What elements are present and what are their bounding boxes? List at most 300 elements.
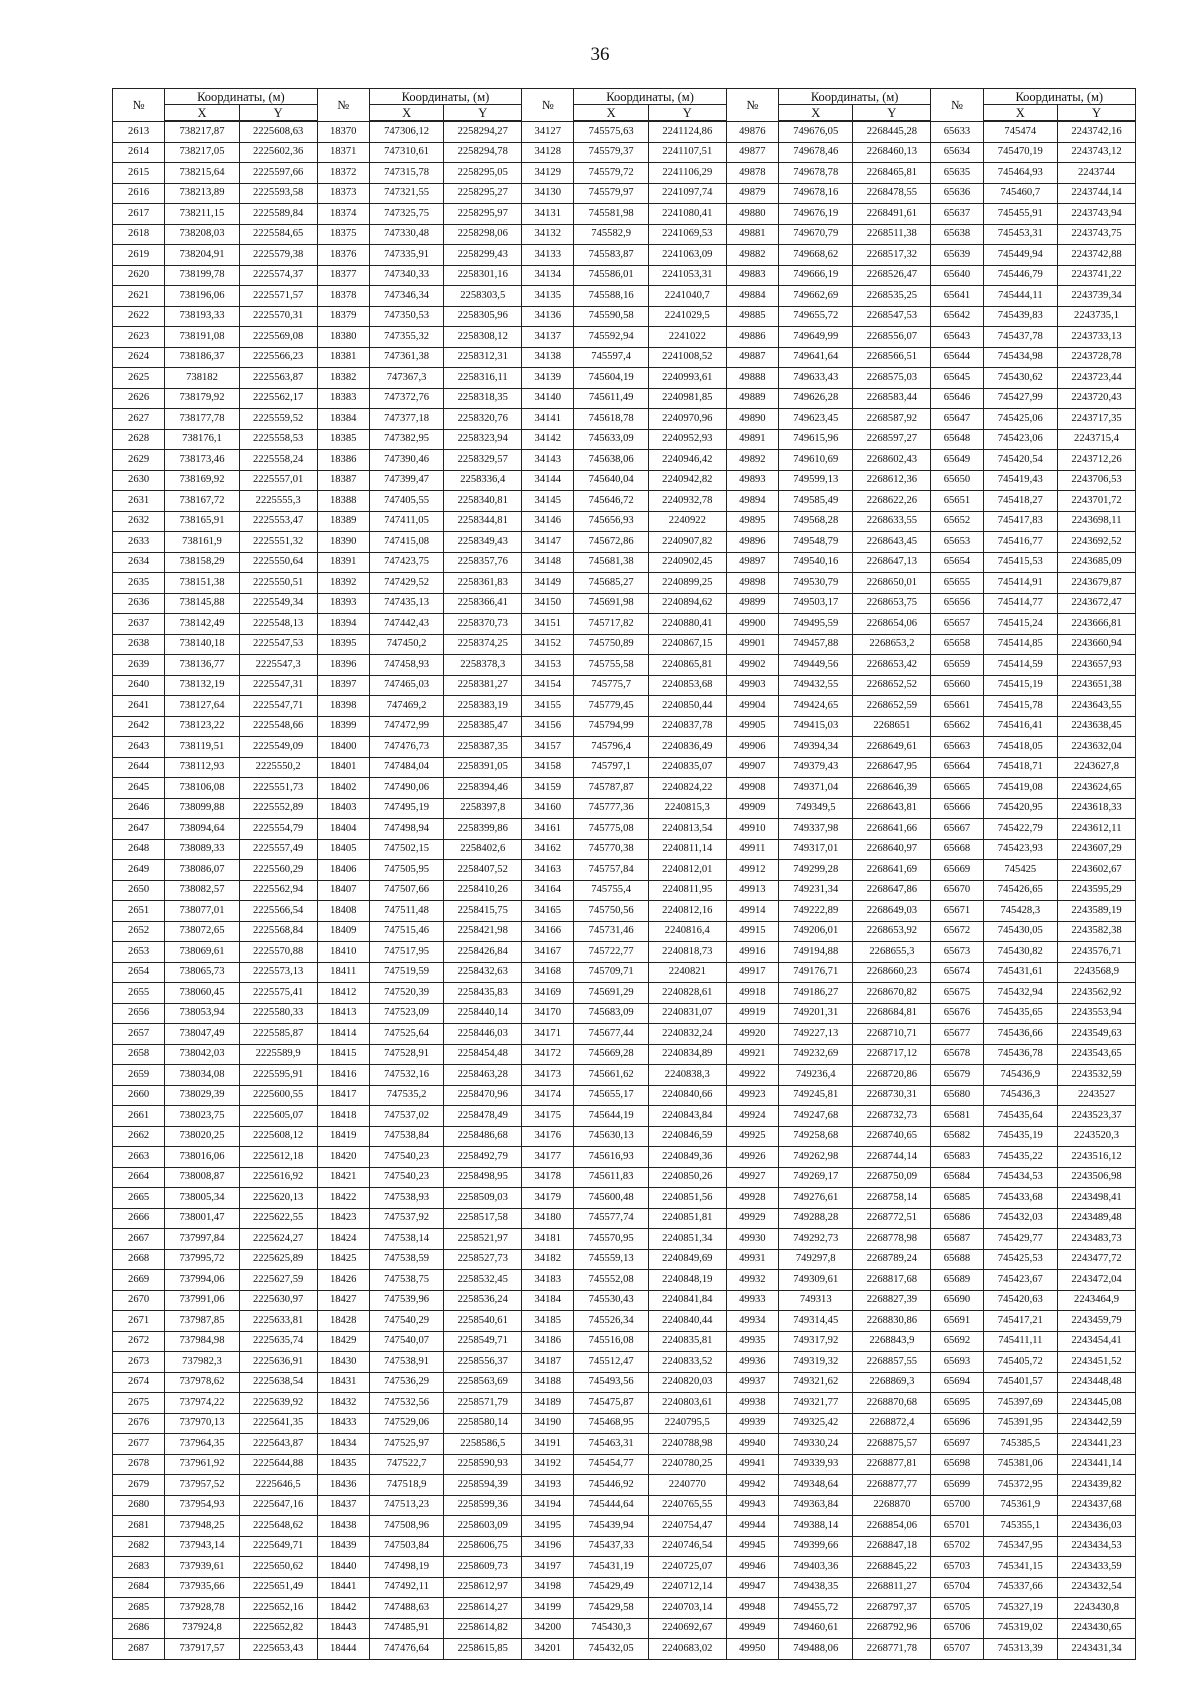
coordinate-y: 2240970,96	[648, 409, 726, 430]
coordinate-x: 738099,88	[165, 798, 240, 819]
point-number: 18433	[317, 1413, 369, 1434]
coordinate-y: 2240712,14	[648, 1577, 726, 1598]
coordinate-x: 747538,75	[369, 1270, 444, 1291]
coordinate-y: 2268660,23	[853, 962, 931, 983]
coordinate-x: 737917,57	[165, 1639, 240, 1660]
table-row	[113, 1495, 1136, 1516]
coordinate-y: 2268641,66	[853, 819, 931, 840]
coordinate-y: 2225570,88	[239, 942, 317, 963]
table-row	[113, 1249, 1136, 1270]
coordinate-x: 745435,22	[983, 1147, 1058, 1168]
coordinate-y: 2225652,16	[239, 1598, 317, 1619]
coordinate-y: 2225548,66	[239, 716, 317, 737]
coordinate-y: 2268445,28	[853, 121, 931, 142]
coordinate-y: 2240831,07	[648, 1003, 726, 1024]
coordinate-x: 745422,79	[983, 819, 1058, 840]
point-number: 49890	[726, 409, 778, 430]
table-row	[113, 224, 1136, 245]
point-number: 2641	[113, 696, 165, 717]
coordinate-y: 2258370,73	[444, 614, 522, 635]
coordinate-y: 2268647,86	[853, 880, 931, 901]
coordinate-y: 2240821	[648, 962, 726, 983]
coordinate-y: 2268684,81	[853, 1003, 931, 1024]
coordinate-y: 2258303,5	[444, 286, 522, 307]
point-number: 18388	[317, 491, 369, 512]
point-number: 34182	[522, 1249, 574, 1270]
coordinate-y: 2243516,12	[1058, 1147, 1136, 1168]
table-row	[113, 573, 1136, 594]
table-row	[113, 1229, 1136, 1250]
table-row	[113, 1536, 1136, 1557]
coordinate-y: 2243562,92	[1058, 983, 1136, 1004]
coordinate-x: 747315,78	[369, 163, 444, 184]
coordinate-y: 2268478,55	[853, 183, 931, 204]
table-row	[113, 286, 1136, 307]
coordinate-y: 2268460,13	[853, 142, 931, 163]
point-number: 65665	[931, 778, 983, 799]
point-number: 18411	[317, 962, 369, 983]
point-number: 49913	[726, 880, 778, 901]
coordinate-y: 2258399,86	[444, 819, 522, 840]
coordinate-x: 747485,91	[369, 1618, 444, 1639]
coordinate-y: 2268643,81	[853, 798, 931, 819]
coordinate-x: 749379,43	[778, 757, 853, 778]
coordinate-x: 745425,53	[983, 1249, 1058, 1270]
coordinate-y: 2225597,66	[239, 163, 317, 184]
coordinate-y: 2268587,92	[853, 409, 931, 430]
coordinate-y: 2268651	[853, 716, 931, 737]
coordinate-y: 2240942,82	[648, 470, 726, 491]
coordinate-x: 738176,1	[165, 429, 240, 450]
coordinate-y: 2258323,94	[444, 429, 522, 450]
coordinate-y: 2258361,83	[444, 573, 522, 594]
coordinate-x: 749610,69	[778, 450, 853, 471]
coordinate-y: 2268875,57	[853, 1434, 931, 1455]
coordinate-y: 2241022	[648, 327, 726, 348]
coordinate-x: 747503,84	[369, 1536, 444, 1557]
point-number: 34200	[522, 1618, 574, 1639]
coordinate-x: 737943,14	[165, 1536, 240, 1557]
coordinate-x: 745418,71	[983, 757, 1058, 778]
coordinate-x: 747340,33	[369, 265, 444, 286]
coordinate-x: 745530,43	[574, 1290, 649, 1311]
coordinate-y: 2268817,68	[853, 1270, 931, 1291]
point-number: 65663	[931, 737, 983, 758]
coordinate-x: 747523,09	[369, 1003, 444, 1024]
coordinate-y: 2225558,24	[239, 450, 317, 471]
point-number: 34178	[522, 1167, 574, 1188]
coordinate-x: 745775,08	[574, 819, 649, 840]
coordinate-x: 747538,84	[369, 1126, 444, 1147]
point-number: 49946	[726, 1557, 778, 1578]
coordinate-y: 2225612,18	[239, 1147, 317, 1168]
coordinate-y: 2243459,79	[1058, 1311, 1136, 1332]
coordinate-y: 2268670,82	[853, 983, 931, 1004]
point-number: 2682	[113, 1536, 165, 1557]
coordinate-y: 2243666,81	[1058, 614, 1136, 635]
coordinate-y: 2243660,94	[1058, 634, 1136, 655]
header-coordinates: Координаты, (м)	[165, 89, 317, 105]
coordinate-y: 2268720,86	[853, 1065, 931, 1086]
coordinate-y: 2268654,06	[853, 614, 931, 635]
table-row	[113, 1434, 1136, 1455]
table-row	[113, 716, 1136, 737]
coordinate-y: 2225646,5	[239, 1475, 317, 1496]
coordinate-y: 2240816,4	[648, 921, 726, 942]
point-number: 18440	[317, 1557, 369, 1578]
coordinate-x: 745430,05	[983, 921, 1058, 942]
coordinate-y: 2240788,98	[648, 1434, 726, 1455]
coordinate-y: 2225550,51	[239, 573, 317, 594]
coordinate-x: 745414,77	[983, 593, 1058, 614]
point-number: 34127	[522, 121, 574, 142]
coordinate-x: 745464,93	[983, 163, 1058, 184]
coordinate-x: 745439,83	[983, 306, 1058, 327]
coordinate-x: 749585,49	[778, 491, 853, 512]
coordinate-x: 745559,13	[574, 1249, 649, 1270]
coordinate-y: 2268744,14	[853, 1147, 931, 1168]
table-row	[113, 368, 1136, 389]
point-number: 18423	[317, 1208, 369, 1229]
point-number: 65645	[931, 368, 983, 389]
point-number: 49889	[726, 388, 778, 409]
point-number: 2619	[113, 245, 165, 266]
coordinate-x: 737954,93	[165, 1495, 240, 1516]
point-number: 49883	[726, 265, 778, 286]
coordinate-y: 2243706,53	[1058, 470, 1136, 491]
coordinate-x: 745420,95	[983, 798, 1058, 819]
point-number: 34192	[522, 1454, 574, 1475]
point-number: 65675	[931, 983, 983, 1004]
table-row	[113, 962, 1136, 983]
coordinate-x: 737991,06	[165, 1290, 240, 1311]
point-number: 65701	[931, 1516, 983, 1537]
coordinate-x: 747495,19	[369, 798, 444, 819]
point-number: 18372	[317, 163, 369, 184]
coordinate-y: 2258446,03	[444, 1024, 522, 1045]
point-number: 18420	[317, 1147, 369, 1168]
coordinate-y: 2240834,89	[648, 1044, 726, 1065]
coordinate-y: 2243595,29	[1058, 880, 1136, 901]
coordinate-y: 2258318,35	[444, 388, 522, 409]
point-number: 34155	[522, 696, 574, 717]
point-number: 2627	[113, 409, 165, 430]
point-number: 49900	[726, 614, 778, 635]
point-number: 18416	[317, 1065, 369, 1086]
point-number: 65691	[931, 1311, 983, 1332]
coordinate-y: 2225555,3	[239, 491, 317, 512]
point-number: 65646	[931, 388, 983, 409]
coordinate-x: 749676,19	[778, 204, 853, 225]
point-number: 34168	[522, 962, 574, 983]
table-row	[113, 655, 1136, 676]
point-number: 18394	[317, 614, 369, 635]
point-number: 2652	[113, 921, 165, 942]
coordinate-y: 2243685,09	[1058, 552, 1136, 573]
point-number: 18402	[317, 778, 369, 799]
table-row	[113, 860, 1136, 881]
table-row	[113, 1126, 1136, 1147]
coordinate-x: 745432,03	[983, 1208, 1058, 1229]
coordinate-x: 749633,43	[778, 368, 853, 389]
coordinate-y: 2225557,01	[239, 470, 317, 491]
point-number: 65683	[931, 1147, 983, 1168]
point-number: 34170	[522, 1003, 574, 1024]
point-number: 49909	[726, 798, 778, 819]
coordinate-x: 745415,19	[983, 675, 1058, 696]
coordinate-y: 2225559,52	[239, 409, 317, 430]
coordinate-x: 749245,81	[778, 1085, 853, 1106]
coordinate-x: 738086,07	[165, 860, 240, 881]
point-number: 2650	[113, 880, 165, 901]
coordinate-y: 2268583,44	[853, 388, 931, 409]
table-body	[113, 121, 1136, 1659]
coordinate-x: 749330,24	[778, 1434, 853, 1455]
header-y: Y	[239, 105, 317, 122]
coordinate-x: 745681,38	[574, 552, 649, 573]
point-number: 18439	[317, 1536, 369, 1557]
point-number: 34181	[522, 1229, 574, 1250]
coordinate-x: 745633,09	[574, 429, 649, 450]
coordinate-x: 745420,63	[983, 1290, 1058, 1311]
point-number: 18430	[317, 1352, 369, 1373]
coordinate-y: 2225636,91	[239, 1352, 317, 1373]
coordinate-x: 747330,48	[369, 224, 444, 245]
coordinate-x: 749258,68	[778, 1126, 853, 1147]
coordinate-x: 749676,05	[778, 121, 853, 142]
coordinate-y: 2243441,23	[1058, 1434, 1136, 1455]
coordinate-x: 745417,21	[983, 1311, 1058, 1332]
coordinate-y: 2258603,09	[444, 1516, 522, 1537]
coordinate-y: 2258344,81	[444, 511, 522, 532]
coordinate-x: 747490,06	[369, 778, 444, 799]
coordinate-y: 2240812,01	[648, 860, 726, 881]
coordinate-y: 2225652,82	[239, 1618, 317, 1639]
point-number: 65654	[931, 552, 983, 573]
coordinate-x: 745313,39	[983, 1639, 1058, 1660]
coordinate-y: 2258421,98	[444, 921, 522, 942]
table-row	[113, 388, 1136, 409]
coordinate-y: 2225641,35	[239, 1413, 317, 1434]
point-number: 2673	[113, 1352, 165, 1373]
coordinate-y: 2243520,3	[1058, 1126, 1136, 1147]
point-number: 2634	[113, 552, 165, 573]
coordinate-y: 2225649,71	[239, 1536, 317, 1557]
point-number: 18418	[317, 1106, 369, 1127]
table-row	[113, 1147, 1136, 1168]
coordinate-x: 745414,59	[983, 655, 1058, 676]
coordinate-y: 2268750,09	[853, 1167, 931, 1188]
point-number: 49922	[726, 1065, 778, 1086]
coordinate-x: 745709,71	[574, 962, 649, 983]
coordinate-x: 745425	[983, 860, 1058, 881]
coordinate-x: 749348,64	[778, 1475, 853, 1496]
point-number: 18422	[317, 1188, 369, 1209]
point-number: 49903	[726, 675, 778, 696]
coordinate-y: 2258498,95	[444, 1167, 522, 1188]
coordinate-x: 738072,65	[165, 921, 240, 942]
coordinate-x: 745646,72	[574, 491, 649, 512]
coordinate-x: 738065,73	[165, 962, 240, 983]
coordinate-x: 745418,05	[983, 737, 1058, 758]
table-row	[113, 634, 1136, 655]
point-number: 49933	[726, 1290, 778, 1311]
point-number: 34159	[522, 778, 574, 799]
coordinate-x: 749455,72	[778, 1598, 853, 1619]
point-number: 49938	[726, 1393, 778, 1414]
coordinate-y: 2243698,11	[1058, 511, 1136, 532]
coordinate-x: 747540,07	[369, 1331, 444, 1352]
coordinate-y: 2258478,49	[444, 1106, 522, 1127]
coordinate-y: 2243632,04	[1058, 737, 1136, 758]
point-number: 2666	[113, 1208, 165, 1229]
coordinate-x: 745385,5	[983, 1434, 1058, 1455]
point-number: 49884	[726, 286, 778, 307]
coordinate-y: 2258435,83	[444, 983, 522, 1004]
table-row	[113, 1044, 1136, 1065]
coordinate-x: 749319,32	[778, 1352, 853, 1373]
point-number: 18412	[317, 983, 369, 1004]
coordinate-y: 2268652,52	[853, 675, 931, 696]
coordinate-x: 745777,36	[574, 798, 649, 819]
coordinate-y: 2243589,19	[1058, 901, 1136, 922]
coordinate-x: 747522,7	[369, 1454, 444, 1475]
point-number: 49937	[726, 1372, 778, 1393]
coordinate-x: 738023,75	[165, 1106, 240, 1127]
point-number: 65649	[931, 450, 983, 471]
coordinate-x: 737995,72	[165, 1249, 240, 1270]
coordinate-y: 2240849,36	[648, 1147, 726, 1168]
coordinate-x: 747513,23	[369, 1495, 444, 1516]
point-number: 2615	[113, 163, 165, 184]
point-number: 34146	[522, 511, 574, 532]
coordinate-x: 738094,64	[165, 819, 240, 840]
coordinate-y: 2225630,97	[239, 1290, 317, 1311]
coordinate-x: 749649,99	[778, 327, 853, 348]
coordinate-y: 2268877,77	[853, 1475, 931, 1496]
coordinate-y: 2225608,12	[239, 1126, 317, 1147]
coordinate-x: 737987,85	[165, 1311, 240, 1332]
coordinate-x: 749403,36	[778, 1557, 853, 1578]
coordinate-x: 745731,46	[574, 921, 649, 942]
coordinate-y: 2225608,63	[239, 121, 317, 142]
table-row	[113, 757, 1136, 778]
coordinate-y: 2240795,5	[648, 1413, 726, 1434]
coordinate-y: 2258509,03	[444, 1188, 522, 1209]
coordinate-x: 749415,03	[778, 716, 853, 737]
coordinate-y: 2268622,26	[853, 491, 931, 512]
coordinate-x: 738047,49	[165, 1024, 240, 1045]
coordinate-x: 747540,23	[369, 1147, 444, 1168]
point-number: 18438	[317, 1516, 369, 1537]
point-number: 65677	[931, 1024, 983, 1045]
point-number: 18375	[317, 224, 369, 245]
coordinate-x: 747525,97	[369, 1434, 444, 1455]
header-number: №	[317, 89, 369, 122]
point-number: 49905	[726, 716, 778, 737]
point-number: 65640	[931, 265, 983, 286]
coordinate-y: 2258381,27	[444, 675, 522, 696]
point-number: 18390	[317, 532, 369, 553]
coordinate-x: 745493,56	[574, 1372, 649, 1393]
coordinate-y: 2240849,69	[648, 1249, 726, 1270]
coordinate-x: 737924,8	[165, 1618, 240, 1639]
point-number: 65705	[931, 1598, 983, 1619]
coordinate-x: 738145,88	[165, 593, 240, 614]
coordinate-x: 745588,16	[574, 286, 649, 307]
table-row	[113, 1208, 1136, 1229]
coordinate-y: 2258492,79	[444, 1147, 522, 1168]
point-number: 2642	[113, 716, 165, 737]
point-number: 34185	[522, 1311, 574, 1332]
header-x: X	[574, 105, 649, 122]
coordinate-y: 2240683,02	[648, 1639, 726, 1660]
coordinate-x: 747472,99	[369, 716, 444, 737]
point-number: 34186	[522, 1331, 574, 1352]
point-number: 65684	[931, 1167, 983, 1188]
coordinate-y: 2240843,84	[648, 1106, 726, 1127]
table-row	[113, 1413, 1136, 1434]
coordinate-x: 749317,92	[778, 1331, 853, 1352]
coordinate-y: 2268556,07	[853, 327, 931, 348]
coordinate-x: 745575,63	[574, 121, 649, 142]
coordinate-x: 747528,91	[369, 1044, 444, 1065]
point-number: 2630	[113, 470, 165, 491]
coordinate-x: 747537,92	[369, 1208, 444, 1229]
point-number: 34191	[522, 1434, 574, 1455]
point-number: 2684	[113, 1577, 165, 1598]
coordinate-x: 747415,08	[369, 532, 444, 553]
coordinate-x: 749222,89	[778, 901, 853, 922]
coordinate-x: 745552,08	[574, 1270, 649, 1291]
point-number: 34137	[522, 327, 574, 348]
point-number: 65633	[931, 121, 983, 142]
coordinate-y: 2243612,11	[1058, 819, 1136, 840]
coordinate-y: 2225589,9	[239, 1044, 317, 1065]
coordinate-x: 747405,55	[369, 491, 444, 512]
coordinate-x: 749678,46	[778, 142, 853, 163]
coordinate-x: 749424,65	[778, 696, 853, 717]
table-row	[113, 1557, 1136, 1578]
point-number: 18410	[317, 942, 369, 963]
coordinate-y: 2240828,61	[648, 983, 726, 1004]
coordinate-x: 745722,77	[574, 942, 649, 963]
coordinate-x: 745604,19	[574, 368, 649, 389]
coordinate-y: 2243733,13	[1058, 327, 1136, 348]
coordinate-y: 2243638,45	[1058, 716, 1136, 737]
coordinate-y: 2225647,16	[239, 1495, 317, 1516]
table-row	[113, 614, 1136, 635]
coordinate-x: 745423,06	[983, 429, 1058, 450]
point-number: 18408	[317, 901, 369, 922]
table-row	[113, 1167, 1136, 1188]
coordinate-x: 745638,06	[574, 450, 649, 471]
coordinate-y: 2240803,61	[648, 1393, 726, 1414]
coordinate-x: 747507,66	[369, 880, 444, 901]
point-number: 49906	[726, 737, 778, 758]
point-number: 65681	[931, 1106, 983, 1127]
coordinate-x: 749227,13	[778, 1024, 853, 1045]
point-number: 49891	[726, 429, 778, 450]
coordinate-x: 745433,68	[983, 1188, 1058, 1209]
point-number: 49898	[726, 573, 778, 594]
coordinate-y: 2268641,69	[853, 860, 931, 881]
coordinate-x: 745750,56	[574, 901, 649, 922]
coordinate-x: 749399,66	[778, 1536, 853, 1557]
coordinate-x: 745446,92	[574, 1475, 649, 1496]
coordinate-x: 747476,64	[369, 1639, 444, 1660]
coordinate-y: 2268877,81	[853, 1454, 931, 1475]
